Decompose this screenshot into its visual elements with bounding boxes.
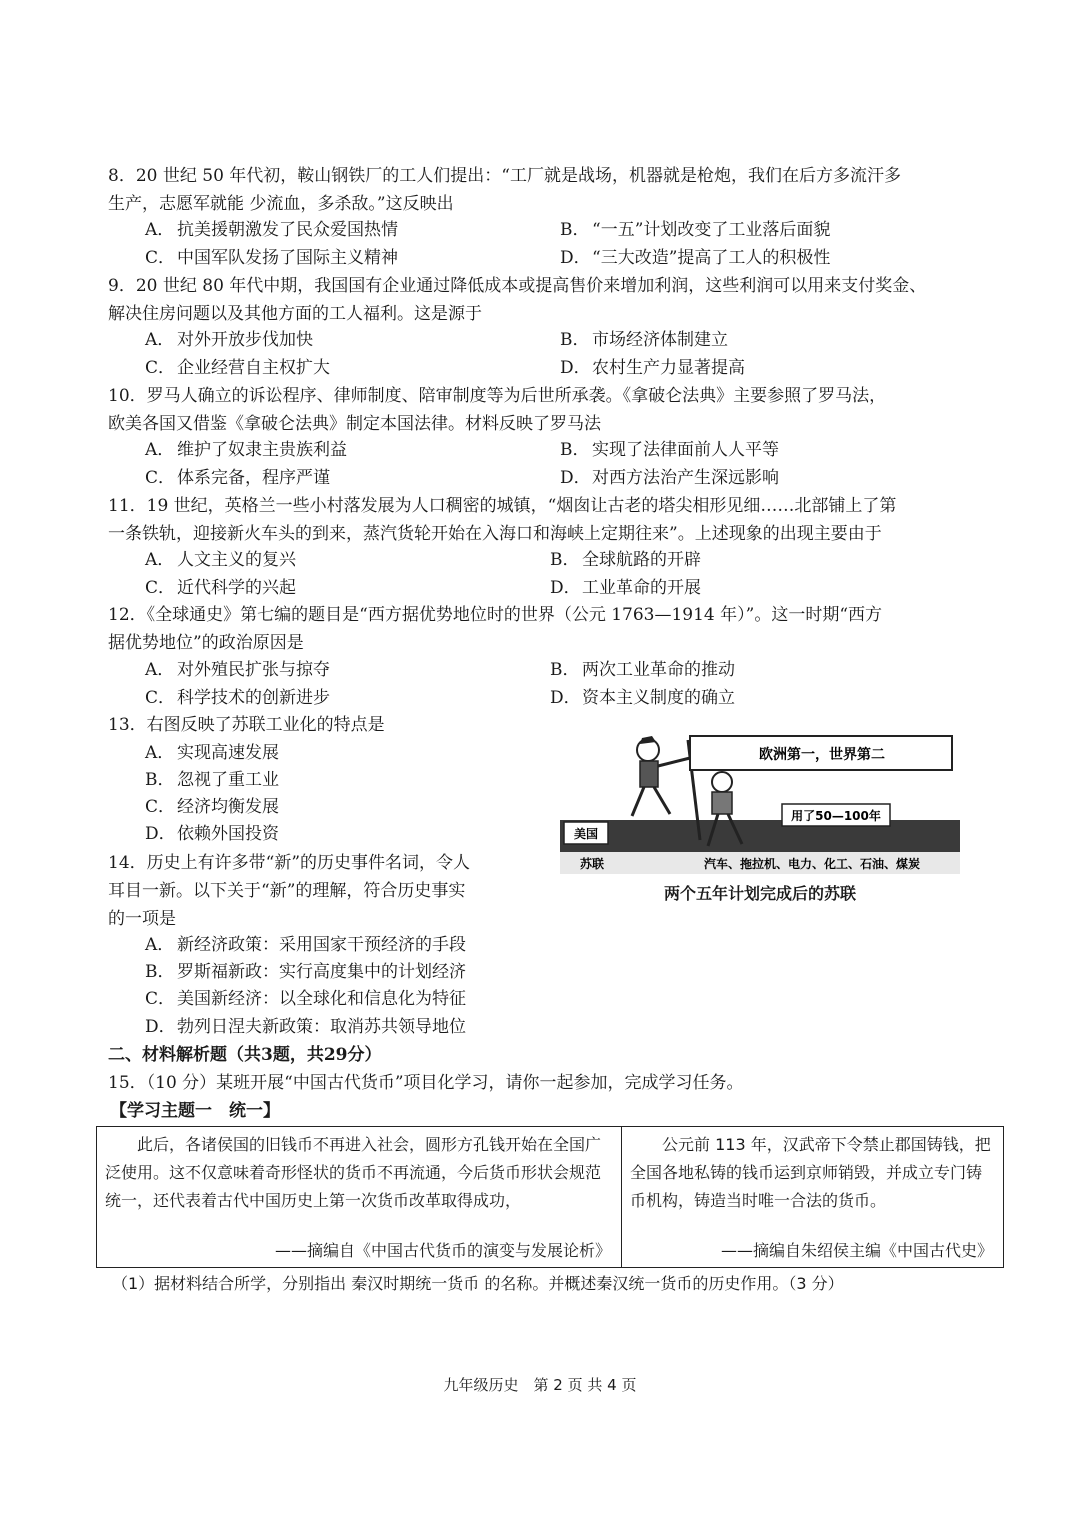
question-8-line2: 生产，志愿军就能 少流血，多杀敌。”这反映出 (108, 194, 454, 214)
question-10 (108, 382, 998, 438)
question-8 (108, 162, 998, 218)
question-9-line1: 9．20 世纪 80 年代中期，我国国有企业通过降低成本或提高售价来增加利润，这些利润可以用来支付奖金、 (108, 276, 927, 296)
q8-option-a: A． 抗美援朝激发了民众爱国热情 (145, 220, 398, 240)
cartoon-industries-label: 汽车、拖拉机、电力、化工、石油、煤炭 (703, 857, 921, 871)
cartoon-second-head (712, 772, 732, 792)
q14-option-a: A． 新经济政策：采用国家干预经济的手段 (145, 935, 466, 955)
cartoon-usa-label: 美国 (573, 827, 599, 841)
question-10-line2: 欧美各国又借鉴《拿破仑法典》制定本国法律。材料反映了罗马法 (108, 414, 601, 434)
question-11-line1: 11．19 世纪，英格兰一些小村落发展为人口稠密的城镇，“烟囱让古老的塔尖相形见细……北部铺上了第 (108, 496, 897, 516)
cartoon-banner-text: 欧洲第一，世界第二 (759, 747, 885, 763)
section-2-title: 二、材料解析题（共3题，共29分） (108, 1045, 382, 1065)
material-left-source: ——摘编自《中国古代货币的演变与发展论析》 (274, 1241, 611, 1260)
question-15-sub1: （1）据材料结合所学，分别指出 秦汉时期统一货币 的名称。并概述秦汉统一货币的历史作用。（3 分） (112, 1274, 844, 1293)
q10-option-c: C． 体系完备，程序严谨 (145, 468, 330, 488)
cartoon-runner-arm (658, 758, 690, 766)
question-12 (108, 601, 998, 657)
q9-option-a: A． 对外开放步伐加快 (145, 330, 313, 350)
question-10-line1: 10．罗马人确立的诉讼程序、律师制度、陪审制度等为后世所承袭。《拿破仑法典》主要参照了罗马法， (108, 386, 887, 406)
question-14-line3: 的一项是 (108, 909, 176, 929)
q8-option-d: D．“三大改造”提高了工人的积极性 (560, 248, 831, 268)
material-table (96, 1126, 1004, 1268)
cartoon-runner-body (640, 761, 658, 787)
q14-option-d: D．勃列日涅夫新政策：取消苏共领导地位 (145, 1017, 466, 1037)
page-footer: 九年级历史 第 2 页 共 4 页 (443, 1376, 637, 1394)
cartoon-runner-leg-right (654, 787, 670, 814)
question-12-line1: 12．《全球通史》第七编的题目是“西方据优势地位时的世界（公元 1763—1914 年）”。这一时期“西方 (108, 605, 883, 625)
q13-option-a: A． 实现高速发展 (145, 743, 279, 763)
soviet-industrialization-cartoon (560, 728, 960, 876)
q12-option-c: C． 科学技术的创新进步 (145, 688, 330, 708)
q11-option-b: B． 全球航路的开辟 (550, 550, 701, 570)
q8-option-c: C． 中国军队发扬了国际主义精神 (145, 248, 398, 268)
question-8-line1: 8．20 世纪 50 年代初，鞍山钢铁厂的工人们提出：“工厂就是战场，机器就是枪炮，我们在后方多流汗多 (108, 166, 901, 186)
question-12-line2: 据优势地位”的政治原因是 (108, 633, 304, 653)
question-9-line2: 解决住房问题以及其他方面的工人福利。这是源于 (108, 304, 482, 324)
question-15: 15．（10 分）某班开展“中国古代货币”项目化学习，请你一起参加，完成学习任务。 (108, 1073, 744, 1093)
material-left (97, 1127, 622, 1267)
q13-option-d: D．依赖外国投资 (145, 824, 279, 844)
question-11 (108, 492, 998, 548)
study-theme-1: 【学习主题一 统一】 (110, 1101, 280, 1121)
cartoon-caption: 两个五年计划完成后的苏联 (663, 884, 856, 903)
material-right-source: ——摘编自朱绍侯主编《中国古代史》 (720, 1241, 993, 1260)
q12-option-d: D．资本主义制度的确立 (550, 688, 735, 708)
cartoon-ground (560, 820, 960, 854)
q11-option-d: D．工业革命的开展 (550, 578, 701, 598)
q9-option-b: B． 市场经济体制建立 (560, 330, 728, 350)
q11-option-a: A． 人文主义的复兴 (145, 550, 296, 570)
question-14 (108, 849, 548, 933)
q11-option-c: C． 近代科学的兴起 (145, 578, 296, 598)
q8-option-b: B． “一五”计划改变了工业落后面貌 (560, 220, 831, 240)
q14-option-b: B． 罗斯福新政：实行高度集中的计划经济 (145, 962, 466, 982)
q10-option-d: D．对西方法治产生深远影响 (560, 468, 779, 488)
cartoon-years-text: 用了50—100年 (791, 809, 881, 823)
q14-option-c: C． 美国新经济：以全球化和信息化为特征 (145, 989, 466, 1009)
q10-option-a: A． 维护了奴隶主贵族利益 (145, 440, 347, 460)
q10-option-b: B． 实现了法律面前人人平等 (560, 440, 779, 460)
material-right (622, 1127, 1003, 1267)
cartoon-runner-leg-left (632, 787, 644, 816)
question-9 (108, 272, 998, 328)
q9-option-c: C． 企业经营自主权扩大 (145, 358, 330, 378)
q13-option-c: C． 经济均衡发展 (145, 797, 279, 817)
question-13 (108, 711, 548, 739)
cartoon-second-body (712, 792, 732, 814)
material-left-text: 此后，各诸侯国的旧钱币不再进入社会，圆形方孔钱开始在全国广泛使用。这不仅意味着奇形怪状的货币不再流通，今后货币形状会规范统一，还代表着古代中国历史上第一次货币改革取得成功， (105, 1135, 602, 1210)
q13-option-b: B． 忽视了重工业 (145, 770, 279, 790)
question-14-line1: 14．历史上有许多带“新”的历史事件名词，令人 (108, 853, 471, 873)
question-14-line2: 耳目一新。以下关于“新”的理解，符合历史事实 (108, 881, 466, 901)
q12-option-a: A． 对外殖民扩张与掠夺 (145, 660, 330, 680)
q12-option-b: B． 两次工业革命的推动 (550, 660, 735, 680)
question-11-line2: 一条铁轨，迎接新火车头的到来，蒸汽货轮开始在入海口和海峡上定期往来”。上述现象的出现主要由于 (108, 524, 882, 544)
question-13-line1: 13．右图反映了苏联工业化的特点是 (108, 715, 385, 735)
cartoon-ussr-label: 苏联 (579, 857, 605, 871)
q9-option-d: D．农村生产力显著提高 (560, 358, 745, 378)
material-right-text: 公元前 113 年，汉武帝下令禁止郡国铸钱，把全国各地私铸的钱币运到京师销毁，并成立专门铸币机构，铸造当时唯一合法的货币。 (630, 1135, 991, 1210)
